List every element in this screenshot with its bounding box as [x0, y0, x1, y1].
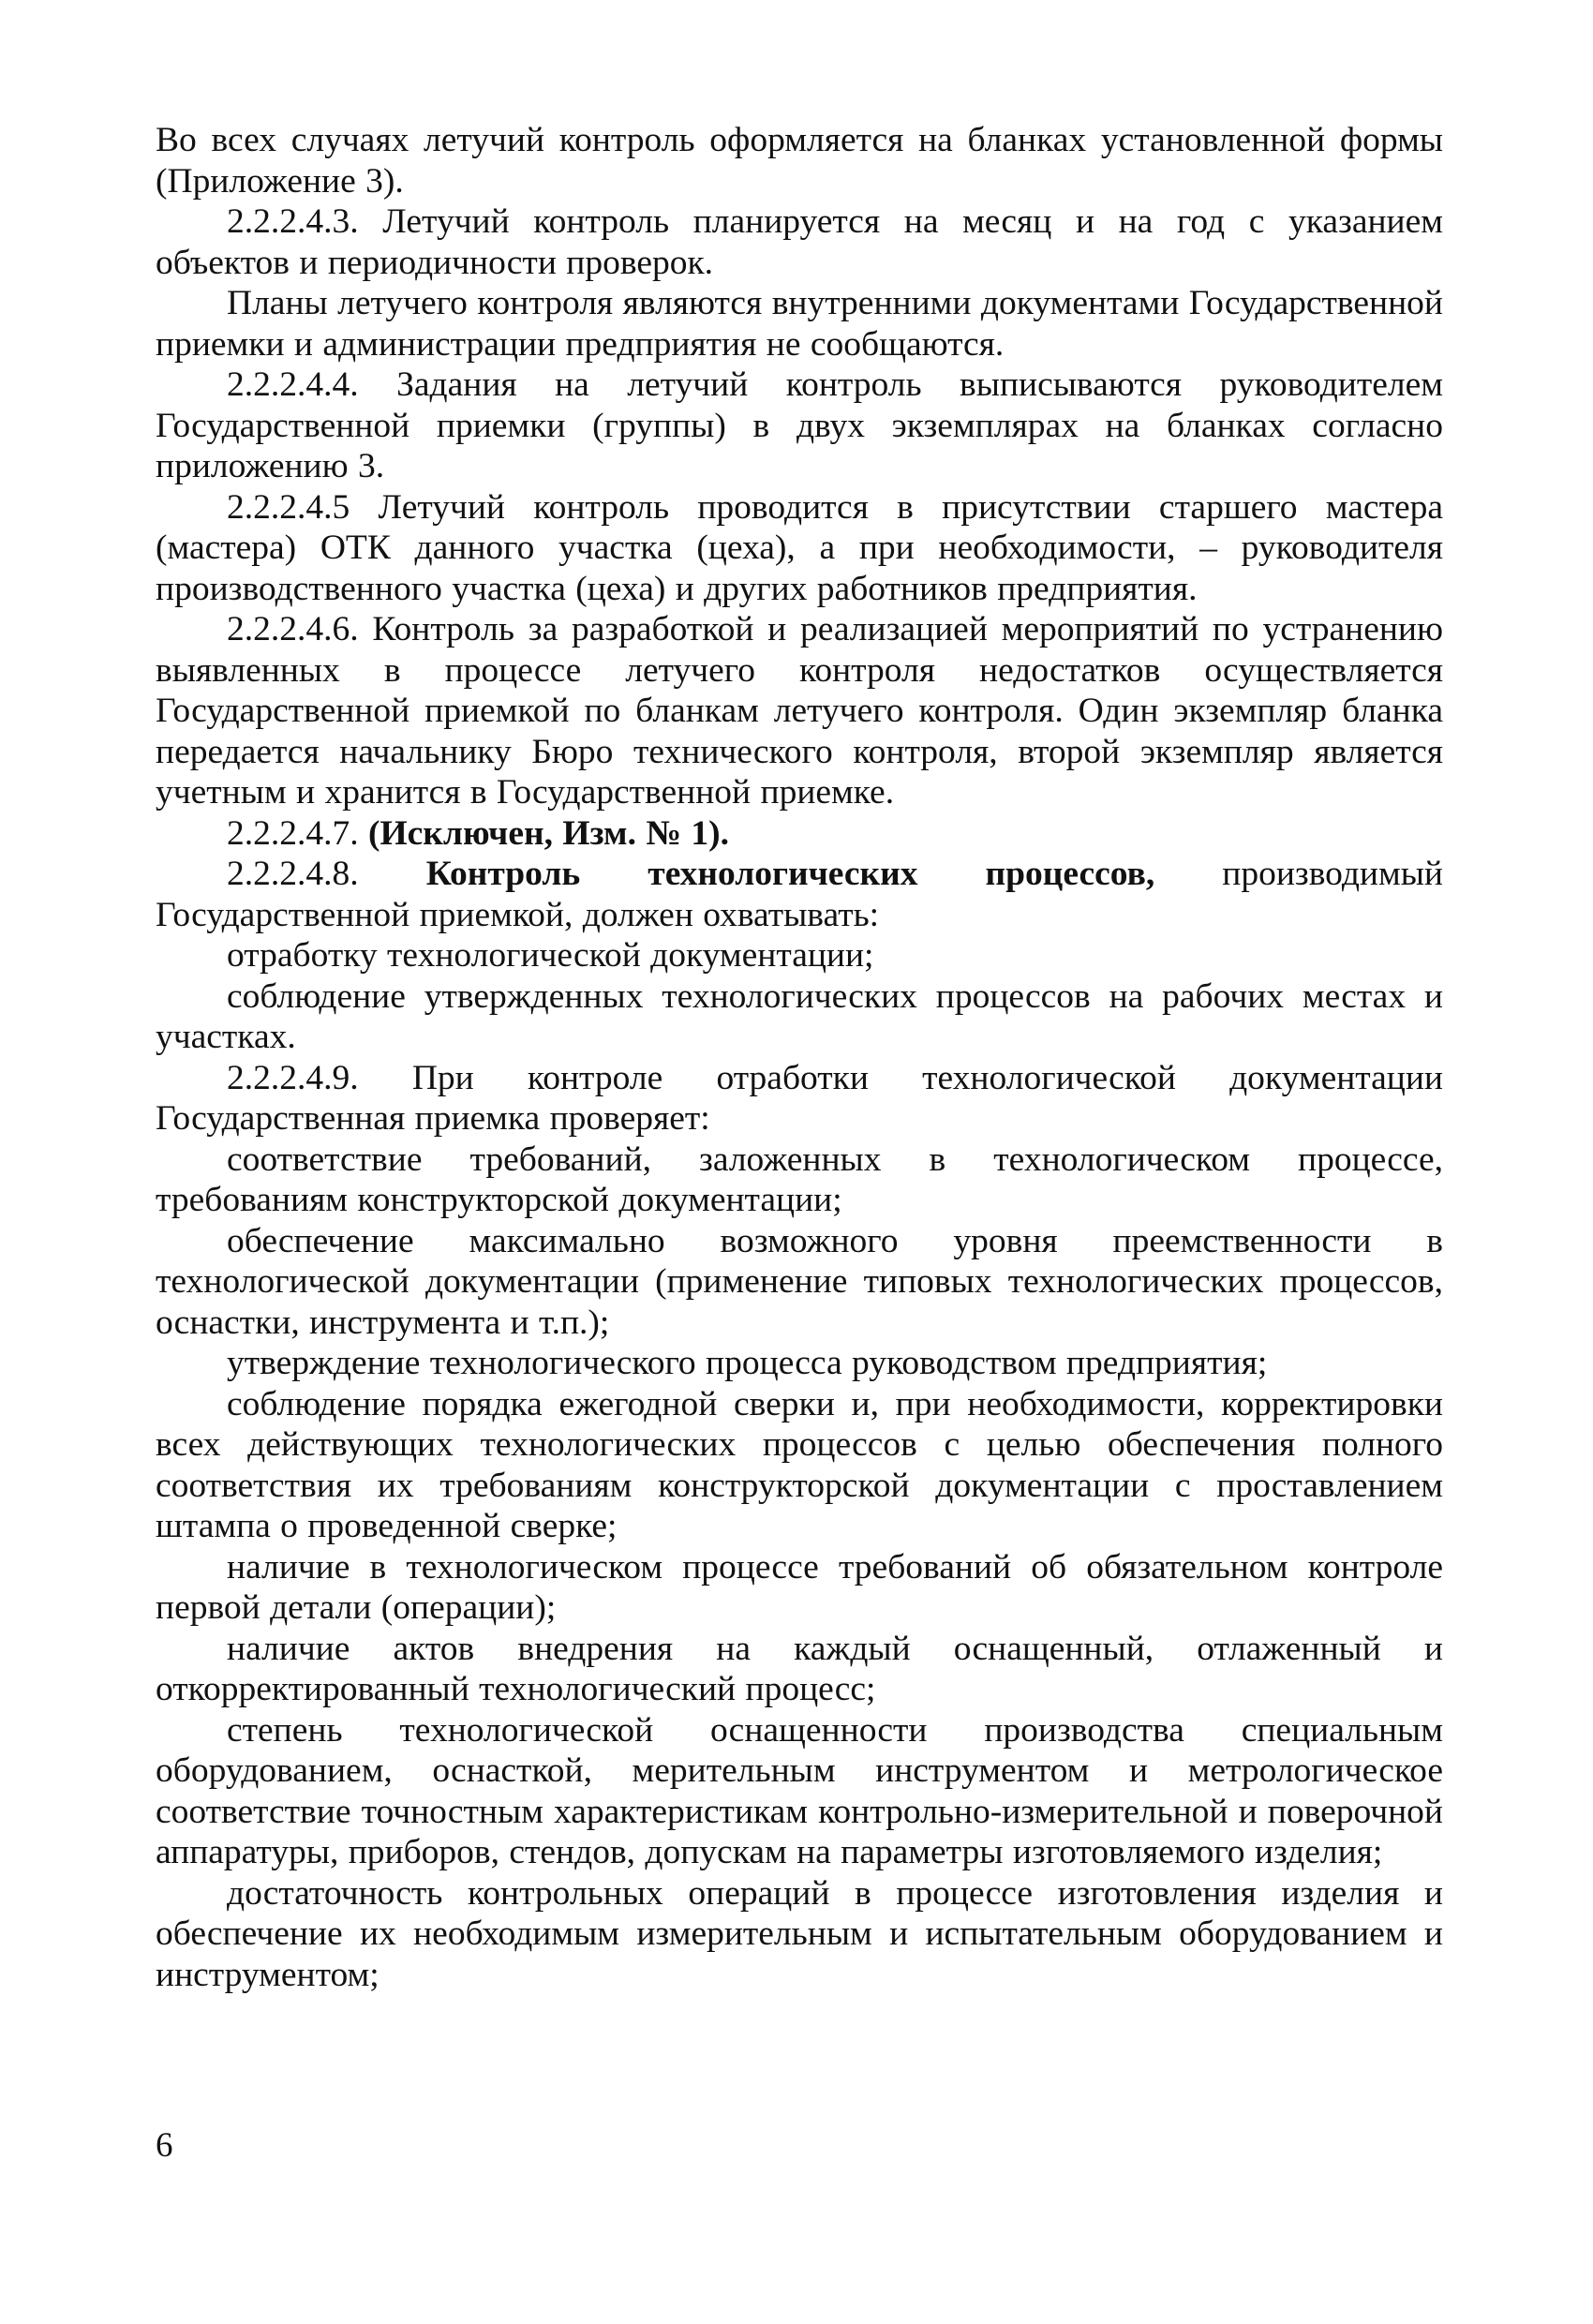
list-item-approval: утверждение технологического процесса руководством предприятия;	[227, 1344, 1268, 1382]
list-item-requirements: соответствие требований, заложенных в технологическом процессе, требованиям конструкторской документации;	[156, 1140, 1443, 1219]
list-item-continuity: обеспечение максимально возможного уровня преемственности в технологической документации (применение типовых технологических процессов, оснастки, инструмента и т.п.);	[156, 1221, 1443, 1342]
section-heading-inline: Контроль технологических процессов,	[425, 855, 1155, 893]
paragraph-flight-control-forms: Во всех случаях летучий контроль оформляется на бланках установленной формы (Приложение 3).	[156, 121, 1443, 201]
list-item-documentation: отработку технологической документации;	[227, 936, 874, 975]
document-body	[156, 120, 1443, 1995]
paragraph-2-2-2-4-3: 2.2.2.4.3. Летучий контроль планируется на месяц и на год с указанием объектов и периодичности проверок.	[156, 202, 1443, 282]
page-number: 6	[156, 2126, 173, 2165]
list-item-equipment: степень технологической оснащенности производства специальным оборудованием, оснасткой, мерительным инструментом и метрологическое соответствие точностным характеристикам контрольно-измерительной и поверочной аппаратуры, приборов, стендов, допускам на параметры изготовляемого изделия;	[156, 1710, 1443, 1871]
clause-number: 2.2.2.4.7.	[227, 813, 368, 853]
paragraph-2-2-2-4-8	[156, 854, 1443, 935]
paragraph-2-2-2-4-9: 2.2.2.4.9. При контроле отработки технологической документации Государственная приемка проверяет:	[156, 1058, 1443, 1138]
list-item-annual-check: соблюдение порядка ежегодной сверки и, при необходимости, корректировки всех действующих технологических процессов с целью обеспечения полного соответствия их требованиям конструкторской документации с проставлением штампа о проведенной сверке;	[156, 1384, 1443, 1545]
paragraph-2-2-2-4-6: 2.2.2.4.6. Контроль за разработкой и реализацией мероприятий по устранению выявленных в процессе летучего контроля недостатков осуществляется Государственной приемкой по бланкам летучего контроля. Один экземпляр бланка передается начальнику Бюро технического контроля, второй экземпляр является учетным и хранится в Государственной приемке.	[156, 610, 1443, 812]
list-item-compliance: соблюдение утвержденных технологических процессов на рабочих местах и участках.	[156, 976, 1443, 1056]
list-item-first-part: наличие в технологическом процессе требований об обязательном контроле первой детали (операции);	[156, 1547, 1443, 1627]
paragraph-2-2-2-4-4: 2.2.2.4.4. Задания на летучий контроль выписываются руководителем Государственной приемки (группы) в двух экземплярах на бланках согласно приложению 3.	[156, 365, 1443, 485]
list-item-sufficiency: достаточность контрольных операций в процессе изготовления изделия и обеспечение их необходимым измерительным и испытательным оборудованием и инструментом;	[156, 1873, 1443, 1994]
excluded-note: (Исключен, Изм. № 1).	[368, 813, 729, 853]
paragraph-2-2-2-4-5: 2.2.2.4.5 Летучий контроль проводится в присутствии старшего мастера (мастера) ОТК данного участка (цеха), а при необходимости, – руководителя производственного участка (цеха) и других работников предприятия.	[156, 487, 1443, 608]
list-item-acts: наличие актов внедрения на каждый оснащенный, отлаженный и откорректированный технологический процесс;	[156, 1629, 1443, 1708]
paragraph-2-2-2-4-7	[156, 813, 1443, 855]
clause-text: производимый Государственной приемкой, должен охватывать:	[156, 855, 1443, 934]
clause-number: 2.2.2.4.8.	[227, 855, 426, 893]
paragraph-control-plans: Планы летучего контроля являются внутренними документами Государственной приемки и администрации предприятия не сообщаются.	[156, 284, 1443, 364]
